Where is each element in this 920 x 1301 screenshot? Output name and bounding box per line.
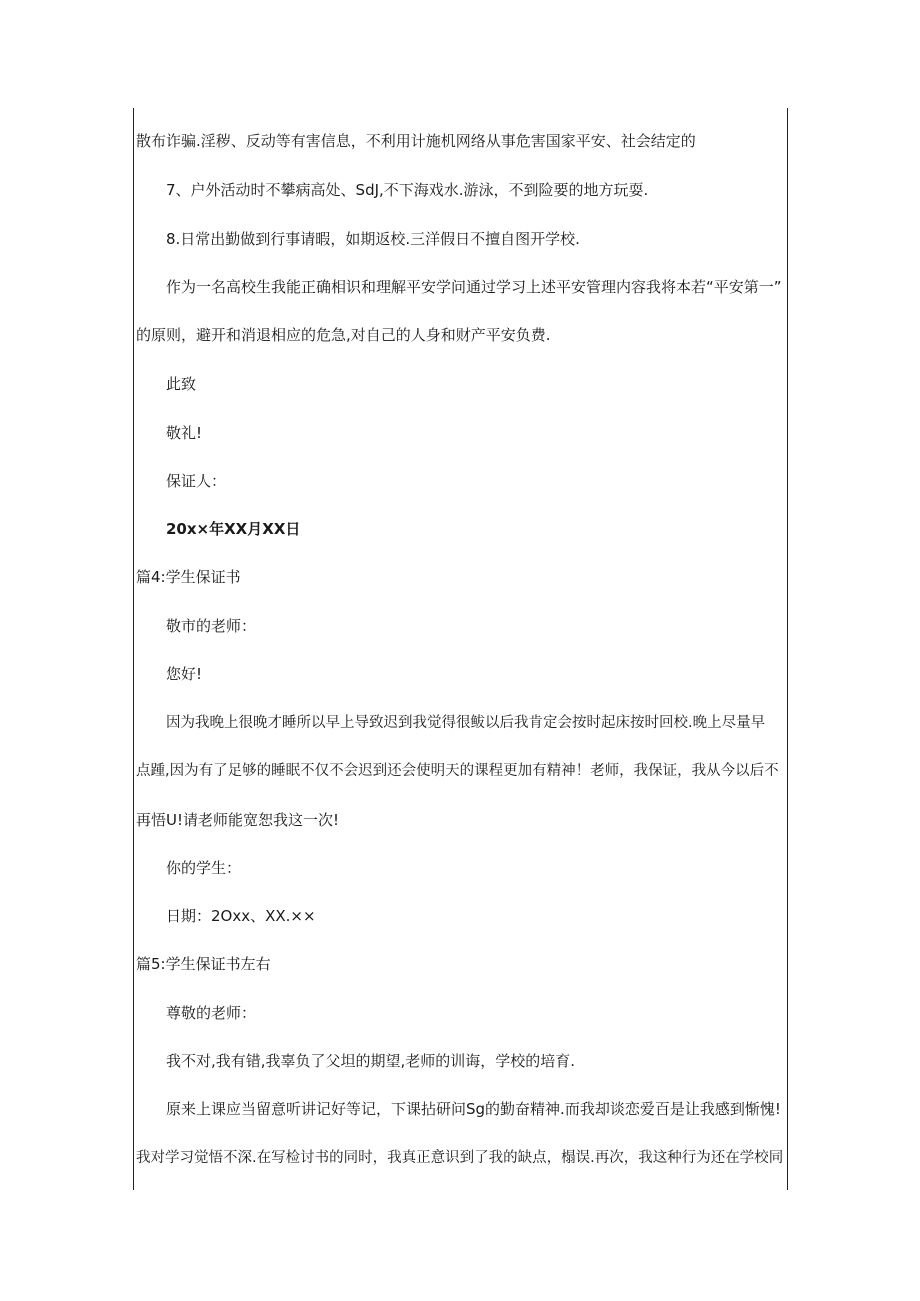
section-heading: 篇4:学生保证书: [136, 568, 241, 586]
salutation: 尊敬的老师：: [166, 1004, 257, 1022]
greeting: 您好!: [166, 665, 203, 683]
section-heading: 篇5:学生保证书左右: [136, 955, 271, 973]
paragraph-line: 作为一名高校生我能正确相识和理解平安学问通过学习上述平安管理内容我将本若“平安第一”: [166, 278, 782, 296]
paragraph-line: 7、户外活动时不攀病高处、SdJ,不下海戏水.游泳，不到险要的地方玩耍.: [166, 181, 649, 199]
closing-line: 此致: [166, 375, 197, 393]
paragraph-line: 的原则，避开和消退相应的危急,对自己的人身和财产平安负费.: [136, 326, 551, 344]
paragraph-line: 我对学习觉悟不深.在写检讨书的同时，我真正意识到了我的缺点，榻误.再次，我这种行为还在学校同: [136, 1150, 784, 1166]
signature-label: 保证人：: [166, 472, 227, 490]
paragraph-line: 因为我晚上很晚才睡所以早上导致迟到我觉得很鲅以后我肯定会按时起床按时回校.晚上尽量早: [166, 715, 766, 731]
paragraph-line: 再悟U!请老师能宽恕我这一次!: [136, 811, 340, 829]
right-border-line: [787, 108, 788, 1190]
closing-line: 敬礼!: [166, 424, 203, 442]
left-border-line: [133, 108, 134, 1190]
paragraph-line: 点踵,因为有了足够的睡眠不仅不会迟到还会使明天的课程更加有精神！老师，我保证，我从今以后不: [136, 763, 779, 779]
signature-label: 你的学生：: [166, 859, 242, 877]
salutation: 敬市的老师：: [166, 617, 257, 635]
date-line: 20x×年XX月XX日: [166, 520, 301, 538]
paragraph-line: 原来上课应当留意听讲记好等记，下课拈研问Sg的勤奋精神.而我却谈恋爱百是让我感到惭愧!: [166, 1100, 781, 1118]
paragraph-line: 8.日常出勤做到行事请暇，如期返校.三洋假日不擅自图开学校.: [166, 230, 580, 248]
paragraph-line: 我不对,我有错,我辜负了父坦的期望,老师的训诲，学校的培育.: [166, 1052, 576, 1070]
date-line: 日期：2Oxx、XX.××: [166, 907, 316, 925]
paragraph-line: 散布诈骗.淫秽、反动等有害信息，不利用计施机网络从事危害国家平安、社会结定的: [136, 132, 696, 150]
